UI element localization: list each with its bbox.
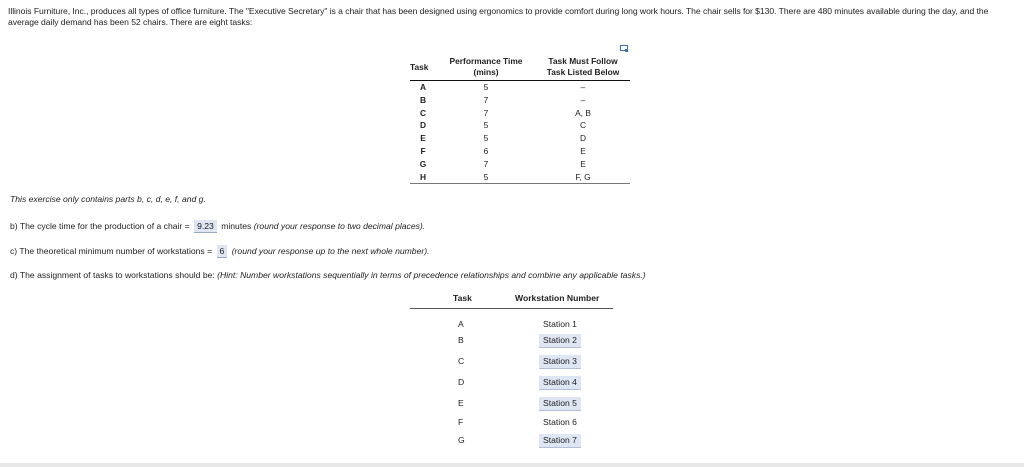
copy-data-icon[interactable]: [620, 45, 628, 52]
table-row: [410, 158, 630, 171]
table-row: [410, 397, 613, 411]
question-c-hint: (round your response up to the next whole number).: [231, 246, 430, 256]
task-follow: A, B: [575, 107, 591, 118]
task-time: 5: [483, 120, 489, 131]
task-id: B: [419, 94, 427, 105]
exercise-note: This exercise only contains parts b, c, d, e, f, and g.: [10, 194, 206, 204]
workstation-dropdown[interactable]: Station 2: [539, 334, 581, 348]
task-id: F: [420, 145, 426, 156]
workstation-dropdown[interactable]: Station 5: [539, 397, 581, 411]
task-id: G: [419, 158, 427, 169]
task-id: E: [420, 133, 426, 144]
ws-task-id: E: [458, 398, 464, 408]
task-time: 7: [483, 107, 489, 118]
question-d-hint: (Hint: Number workstations sequentially in terms of precedence relationships and combine any applicable tasks.): [217, 270, 646, 280]
table-row: [410, 334, 613, 348]
task-time: 6: [483, 145, 489, 156]
header-task: Task: [410, 54, 436, 81]
task-follow: –: [580, 82, 586, 92]
table-row: [410, 119, 630, 132]
min-workstations-answer[interactable]: 6: [217, 245, 228, 258]
table-row: [410, 94, 630, 107]
task-table-header: [410, 54, 630, 81]
workstation-dropdown[interactable]: Station 1: [543, 319, 577, 329]
cycle-time-answer[interactable]: 9.23: [194, 220, 217, 233]
task-time: 5: [483, 133, 489, 144]
workstation-table-header: [410, 292, 613, 309]
workstation-dropdown[interactable]: Station 4: [539, 376, 581, 390]
question-b-text: b) The cycle time for the production of a chair =: [10, 221, 190, 231]
question-d: [10, 270, 646, 280]
ws-task-id: A: [458, 319, 464, 329]
workstation-dropdown[interactable]: Station 7: [539, 434, 581, 448]
task-follow: E: [580, 158, 586, 169]
task-follow: F, G: [536, 171, 630, 184]
task-time: 7: [483, 158, 489, 169]
table-row: [410, 81, 630, 94]
task-follow: E: [580, 145, 586, 156]
ws-task-id: G: [458, 435, 465, 445]
table-row: [410, 355, 613, 369]
header-time-line1: Performance Time: [449, 56, 523, 66]
workstation-dropdown[interactable]: Station 3: [539, 355, 581, 369]
bottom-scroll-edge: [0, 463, 1024, 467]
table-row: [410, 107, 630, 120]
ws-task-id: B: [458, 335, 464, 345]
ws-header-task: Task: [453, 293, 472, 303]
header-follow-line1: Task Must Follow: [548, 56, 618, 66]
table-row: [410, 416, 613, 430]
table-row: [410, 318, 613, 332]
ws-task-id: F: [458, 417, 464, 427]
problem-intro: Illinois Furniture, Inc., produces all types of office furniture. The "Executive Secretary" is a chair that has been designed using ergonomics to provide comfort during long work hours. The chair sells for $130. There are 480 minutes available during the day, and the average daily demand has been 52 chairs. There are eight tasks:: [8, 6, 989, 27]
task-id: H: [410, 171, 436, 184]
question-c: [10, 245, 429, 258]
header-performance-time: [436, 54, 536, 81]
workstation-dropdown[interactable]: Station 6: [543, 417, 577, 427]
table-row: [410, 434, 613, 448]
header-time-line2: (mins): [473, 67, 499, 77]
question-b: [10, 220, 425, 233]
task-time: 5: [436, 171, 536, 184]
table-row: [410, 132, 630, 145]
question-b-hint: (round your response to two decimal places).: [253, 221, 426, 231]
task-follow: –: [580, 94, 586, 105]
ws-header-workstation: Workstation Number: [515, 293, 600, 303]
task-follow: C: [579, 120, 587, 131]
ws-task-id: D: [458, 377, 465, 387]
task-time: 7: [483, 94, 489, 105]
task-time: 5: [483, 82, 489, 92]
table-row: [410, 376, 613, 390]
task-follow: D: [579, 133, 587, 144]
header-must-follow: [536, 54, 630, 81]
table-row: [410, 171, 630, 184]
question-b-units: minutes: [221, 221, 252, 231]
question-c-text: c) The theoretical minimum number of workstations =: [10, 246, 213, 256]
task-table: [410, 54, 630, 184]
header-follow-line2: Task Listed Below: [546, 67, 620, 77]
task-id: C: [419, 107, 427, 118]
table-row: [410, 145, 630, 158]
question-d-text: d) The assignment of tasks to workstations should be:: [10, 270, 215, 280]
task-id: A: [419, 82, 427, 92]
ws-task-id: C: [458, 356, 465, 366]
task-id: D: [419, 120, 427, 131]
